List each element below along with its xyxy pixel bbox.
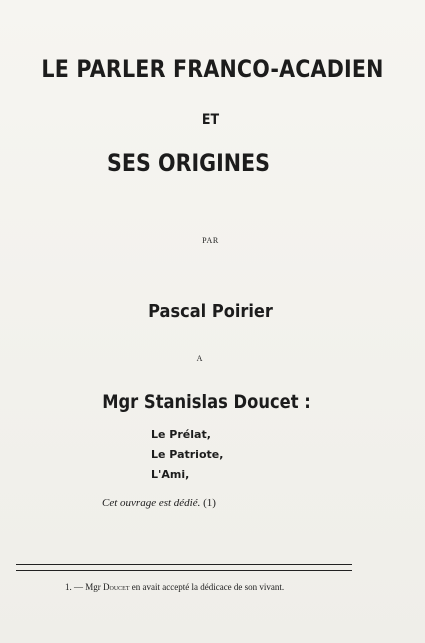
footnote-text: en avait accepté la dédicace de son vivant. <box>131 582 285 592</box>
dedication-line <box>102 497 216 509</box>
dedicatee-name: Mgr Stanislas Doucet : <box>102 391 311 413</box>
title-et: ET <box>201 112 220 128</box>
footnote-name: Doucet <box>103 582 130 592</box>
quality-ami: L'Ami, <box>151 468 190 481</box>
footnote <box>65 582 284 592</box>
title-line-2: SES ORIGINES <box>107 149 270 177</box>
quality-patriote: Le Patriote, <box>151 448 224 461</box>
footnote-number: 1. — Mgr <box>65 582 101 592</box>
par-label: PAR <box>202 236 219 245</box>
a-label: A <box>196 354 203 363</box>
title-line-1: LE PARLER FRANCO-ACADIEN <box>41 55 384 83</box>
quality-prelat: Le Prélat, <box>151 428 211 441</box>
dedication-text: Cet ouvrage est dédié. <box>102 497 201 509</box>
footnote-rule-top <box>16 564 352 565</box>
footnote-ref: (1) <box>203 497 216 509</box>
footnote-rule-bottom <box>16 570 352 571</box>
author-name: Pascal Poirier <box>148 301 273 322</box>
